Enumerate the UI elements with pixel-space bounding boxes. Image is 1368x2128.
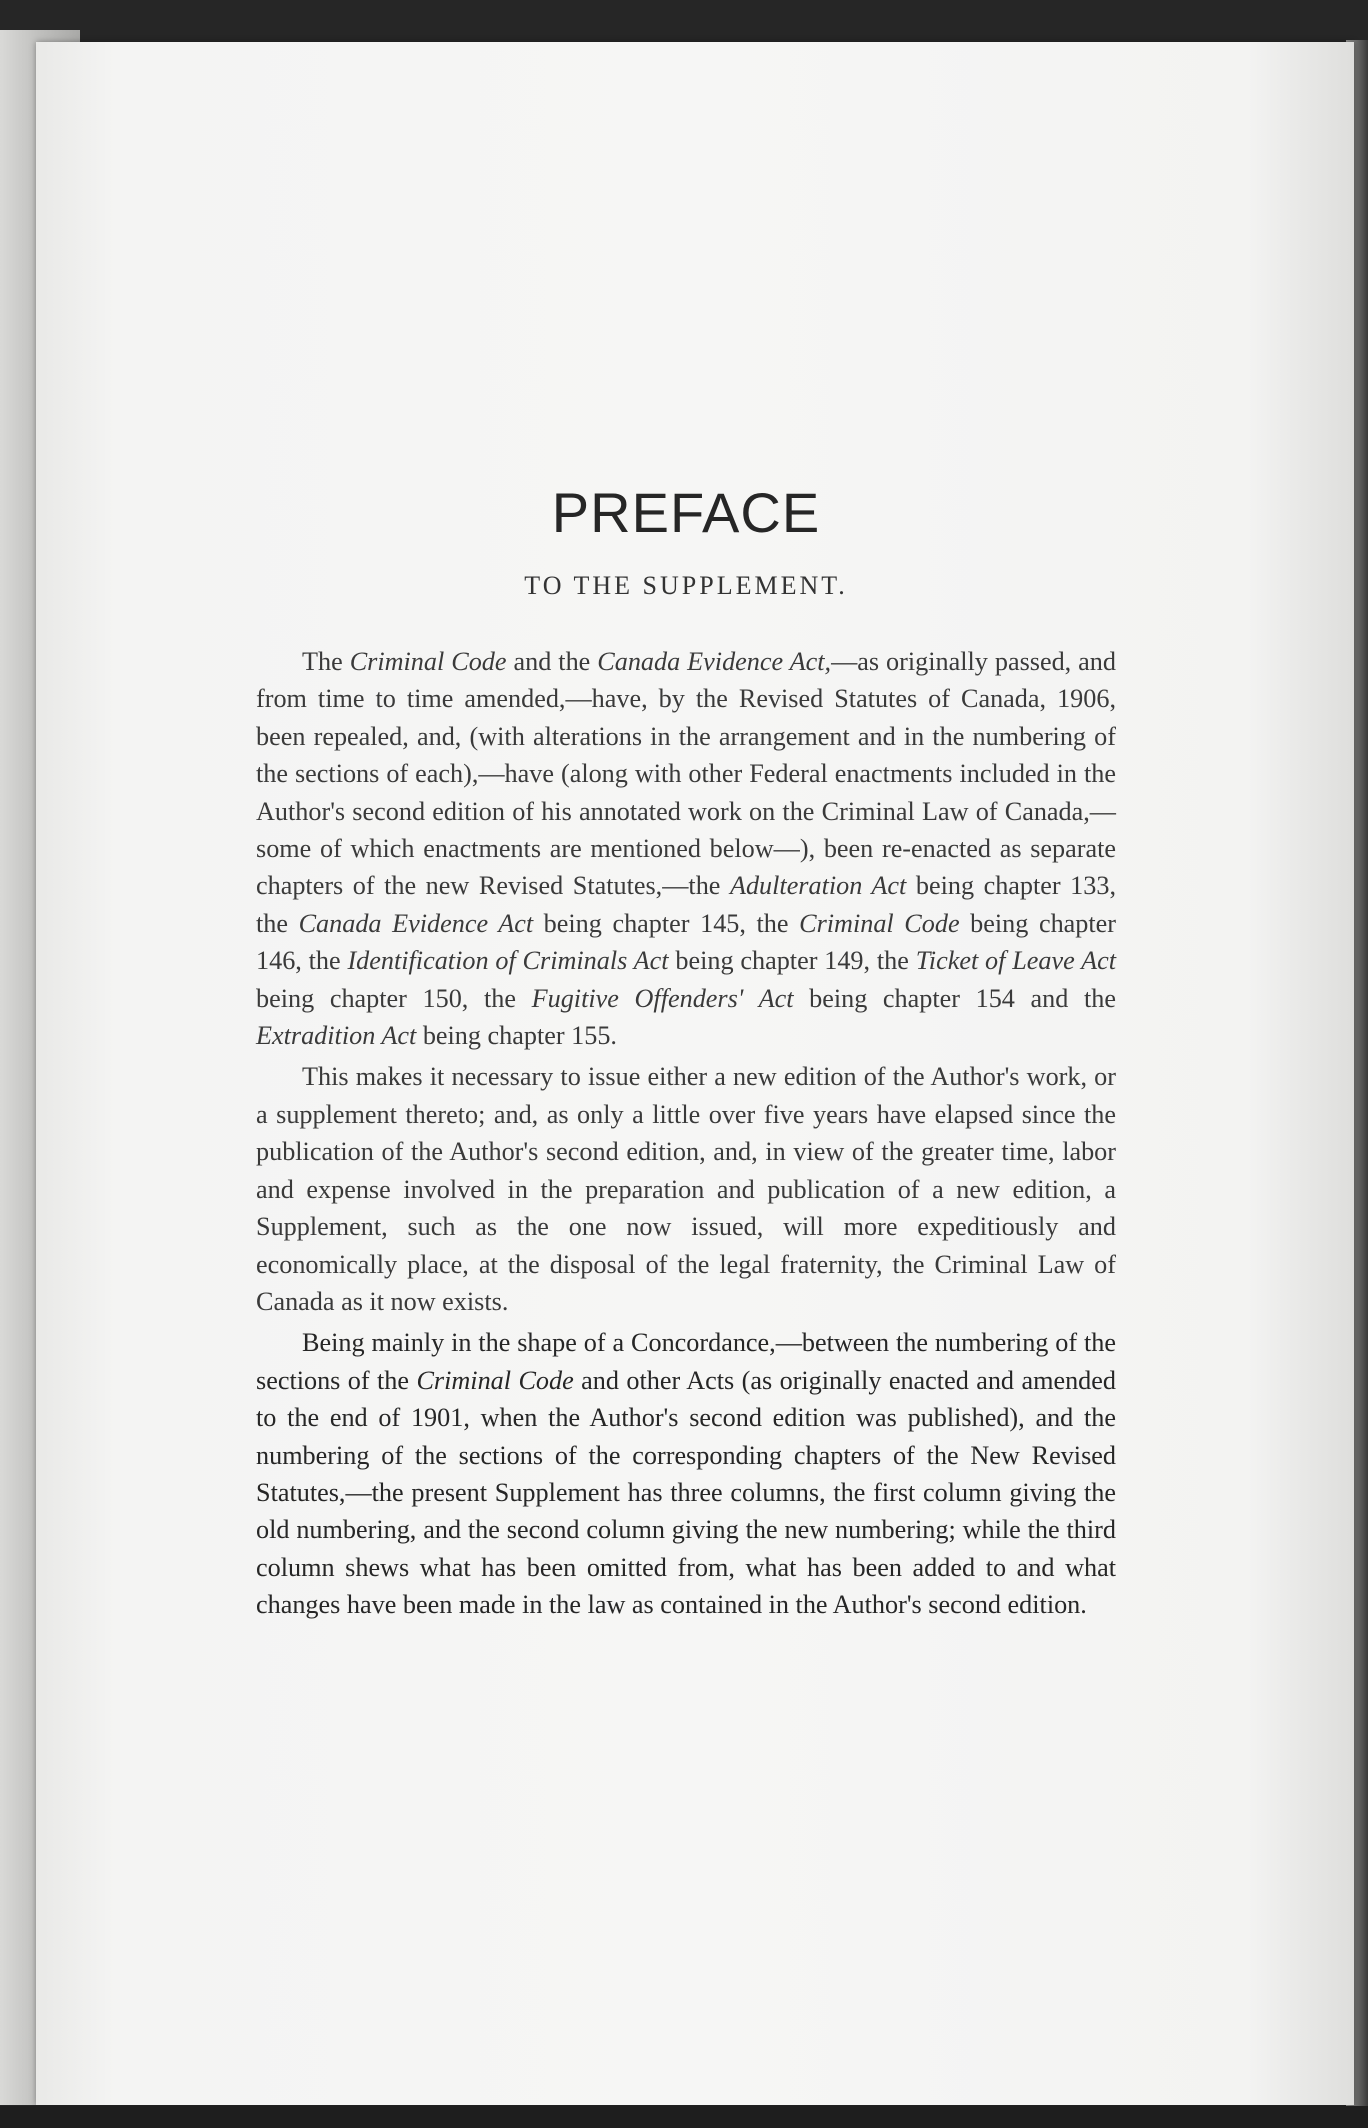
paragraph-1 (256, 643, 1116, 1054)
paragraph-3 (256, 1324, 1116, 1623)
italic-act-name: Adulteration Act (729, 871, 907, 901)
italic-act-name: Fugitive Offenders' Act (531, 983, 794, 1013)
text-run: being chapter 150, the (256, 983, 532, 1013)
text-run: being chapter 145, the (533, 908, 800, 938)
text-run: The (302, 647, 350, 676)
page-title: PREFACE (551, 481, 821, 544)
scan-bottom-border (0, 2106, 1368, 2128)
text-run: being chapter 146, the (256, 908, 1117, 976)
page-content (256, 480, 1116, 1628)
italic-act-name: Criminal Code (799, 908, 960, 938)
italic-act-name: Extradition Act (256, 1021, 417, 1051)
italic-act-name: Canada Evidence Act, (597, 647, 832, 676)
italic-act-name: Ticket of Leave Act (915, 946, 1116, 976)
text-run: —as originally passed, and from time to time amended,—have, by the Revised Statutes of Canada, 1906, been repealed, and, (with alterations in the arrangement and in the numbering of the sections of each),—have (along with other Federal enactments included in the Author's second edition of his annotated work on the Criminal Law of Canada,—some of which enactments are mentioned below—), been re-enacted as separate chapters of the new Revised Statutes,—the (256, 647, 1116, 901)
italic-act-name: Criminal Code (416, 1365, 574, 1395)
italic-act-name: Canada Evidence Act (298, 908, 534, 938)
italic-act-name: Identification of Criminals Act (347, 946, 669, 976)
text-run: and the (506, 647, 598, 676)
paragraph-2: This makes it necessary to issue either a new edition of the Author's work, or a supplement thereto; and, as only a little over five years have elapsed since the publication of the Author's second edition, and, in view of the greater time, labor and expense involved in the preparation and publication of a new edition, a Supplement, such as the one now issued, will more expeditiously and economically place, at the disposal of the legal fraternity, the Criminal Law of Canada as it now exists. (256, 1062, 1116, 1316)
text-run: being chapter 154 and the (793, 983, 1116, 1013)
italic-act-name: Criminal Code (349, 647, 507, 676)
text-run: Being mainly in the shape of a Concordance,—between the numbering of the sections of the (256, 1328, 1116, 1395)
text-run: being chapter 133, the (256, 871, 1117, 938)
text-run: and other Acts (as originally enacted and amended to the end of 1901, when the Author's second edition was published), and the numbering of the sections of the corresponding chapters of the New Revised Statutes,—the present Supplement has three columns, the first column giving the old numbering, and the second column giving the new numbering; while the third column shews what has been omitted from, what has been added to and what changes have been made in the law as contained in the Author's second edition. (256, 1365, 1116, 1620)
text-run: being chapter 149, the (668, 946, 916, 976)
page-subtitle: TO THE SUPPLEMENT. (524, 571, 848, 600)
text-run: being chapter 155. (416, 1021, 617, 1051)
